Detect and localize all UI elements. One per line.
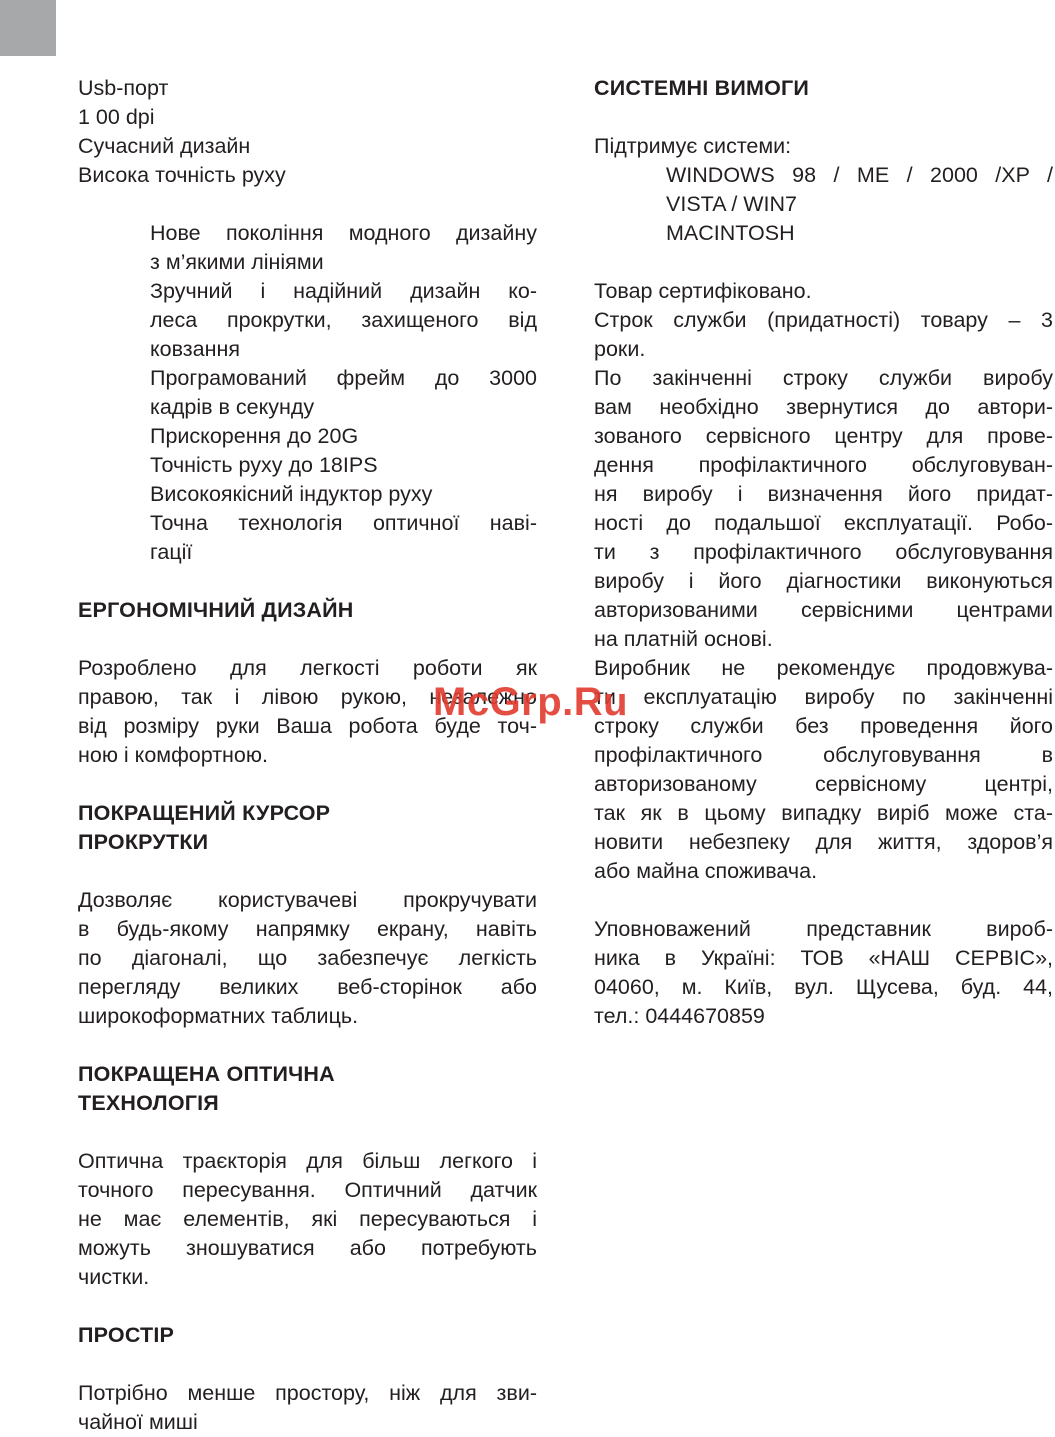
section-line: правою, так і лівою рукою, незалежно	[78, 685, 537, 709]
intro-line: Сучасний дизайн	[78, 134, 251, 158]
section-line: точного пересування. Оптичний датчик	[78, 1178, 537, 1202]
after-life-line: ності до подальшої експлуатації. Робо-	[594, 511, 1053, 535]
section-heading: ПРОСТІР	[78, 1323, 175, 1347]
warning-line: або майна споживача.	[594, 859, 818, 883]
section-line: широкоформатних таблиць.	[78, 1004, 359, 1028]
feature-line: Високоякісний індуктор руху	[150, 482, 433, 506]
right-column	[594, 74, 1053, 1031]
after-life-line: дення профілактичного обслуговуван-	[594, 453, 1053, 477]
warning-paragraph	[594, 654, 1053, 886]
feature-line: Точна технологія оптичної наві-	[150, 511, 537, 535]
left-column	[78, 74, 537, 1437]
watermark-logo: McGrp.Ru	[433, 680, 629, 724]
warning-line: новити небезпеку для життя, здоров’я	[594, 830, 1053, 854]
os-line: VISTA / WIN7	[666, 192, 798, 216]
feature-line: гації	[150, 540, 193, 564]
section-space	[78, 1321, 537, 1437]
section-line: від розміру руки Ваша робота буде точ-	[78, 714, 537, 738]
section-heading: ПОКРАЩЕНА ОПТИЧНА	[78, 1062, 335, 1086]
warning-line: строку служби без проведення його	[594, 714, 1053, 738]
intro-line: Usb-порт	[78, 76, 169, 100]
section-heading: ПРОКРУТКИ	[78, 830, 209, 854]
warning-line: ти експлуатацію виробу по закінченні	[594, 685, 1053, 709]
feature-line: Прискорення до 20G	[150, 424, 359, 448]
after-life-line: виробу і його діагностики виконуються	[594, 569, 1053, 593]
certified-line: Товар сертифіковано.	[594, 279, 812, 303]
os-line: MACINTOSH	[666, 221, 795, 245]
feature-item	[150, 422, 537, 451]
service-life-line: роки.	[594, 337, 646, 361]
after-life-line: авторизованими сервісними центрами	[594, 598, 1053, 622]
system-requirements-heading: СИСТЕМНІ ВИМОГИ	[594, 76, 810, 100]
supports-label: Підтримує системи:	[594, 134, 792, 158]
warning-line: авторизованому сервісному центрі,	[594, 772, 1053, 796]
feature-line: леса прокрутки, захищеного від	[150, 308, 537, 332]
feature-line: Зручний і надійний дизайн ко-	[150, 279, 537, 303]
feature-item	[150, 509, 537, 567]
section-line: ною і комфортною.	[78, 743, 268, 767]
page-corner-tab	[0, 0, 56, 56]
after-life-line: ня виробу і визначення його придат-	[594, 482, 1053, 506]
section-line: чистки.	[78, 1265, 150, 1289]
representative-line: Уповноважений представник вироб-	[594, 917, 1053, 941]
representative-paragraph	[594, 915, 1053, 1031]
section-line: можуть зношуватися або потребують	[78, 1236, 537, 1260]
os-line: WINDOWS 98 / ME / 2000 /XP /	[666, 163, 1053, 187]
feature-item	[150, 451, 537, 480]
feature-line: ковзання	[150, 337, 240, 361]
section-line: Потрібно менше простору, ніж для зви-	[78, 1381, 537, 1405]
section-line: не має елементів, які пересуваються і	[78, 1207, 537, 1231]
section-line: перегляду великих веб-сторінок або	[78, 975, 537, 999]
after-life-line: вам необхідно звернутися до автори-	[594, 395, 1053, 419]
after-life-line: ти з профілактичного обслуговування	[594, 540, 1053, 564]
representative-line: 04060, м. Київ, вул. Щусева, буд. 44,	[594, 975, 1053, 999]
feature-line: кадрів в секунду	[150, 395, 315, 419]
representative-line: ника в Україні: ТОВ «НАШ СЕРВІС»,	[594, 946, 1053, 970]
section-heading: ЕРГОНОМІЧНИЙ ДИЗАЙН	[78, 598, 354, 622]
feature-list	[150, 219, 537, 567]
section-heading: ПОКРАЩЕНИЙ КУРСОР	[78, 801, 331, 825]
feature-line: Програмований фрейм до 3000	[150, 366, 537, 390]
intro-line: Висока точність руху	[78, 163, 286, 187]
after-life-line: зованого сервісного центру для прове-	[594, 424, 1053, 448]
after-life-paragraph	[594, 364, 1053, 654]
section-optical	[78, 1060, 537, 1292]
after-life-line: на платній основі.	[594, 627, 773, 651]
service-life-line: Строк служби (придатності) товару – 3	[594, 308, 1053, 332]
feature-line: Точність руху до 18IPS	[150, 453, 378, 477]
feature-item	[150, 219, 537, 277]
feature-item	[150, 364, 537, 422]
section-line: в будь-якому напрямку екрану, навіть	[78, 917, 537, 941]
intro-line: 1 00 dpi	[78, 105, 155, 129]
section-line: Розроблено для легкості роботи як	[78, 656, 537, 680]
warning-line: профілактичного обслуговування в	[594, 743, 1053, 767]
section-line: по діагоналі, що забезпечує легкість	[78, 946, 537, 970]
section-scroll-cursor	[78, 799, 537, 1031]
section-line: Оптична траєкторія для більш легкого і	[78, 1149, 537, 1173]
section-line: Дозволяє користувачеві прокручувати	[78, 888, 537, 912]
feature-line: з м’якими лініями	[150, 250, 324, 274]
section-heading: ТЕХНОЛОГІЯ	[78, 1091, 219, 1115]
section-line: чайної миші	[78, 1410, 198, 1434]
representative-line: тел.: 0444670859	[594, 1004, 765, 1028]
feature-item	[150, 277, 537, 364]
intro-list	[78, 74, 537, 190]
warning-line: так як в цьому випадку виріб може ста-	[594, 801, 1053, 825]
warning-line: Виробник не рекомендує продовжува-	[594, 656, 1053, 680]
feature-item	[150, 480, 537, 509]
feature-line: Нове покоління модного дизайну	[150, 221, 537, 245]
after-life-line: По закінченні строку служби виробу	[594, 366, 1053, 390]
